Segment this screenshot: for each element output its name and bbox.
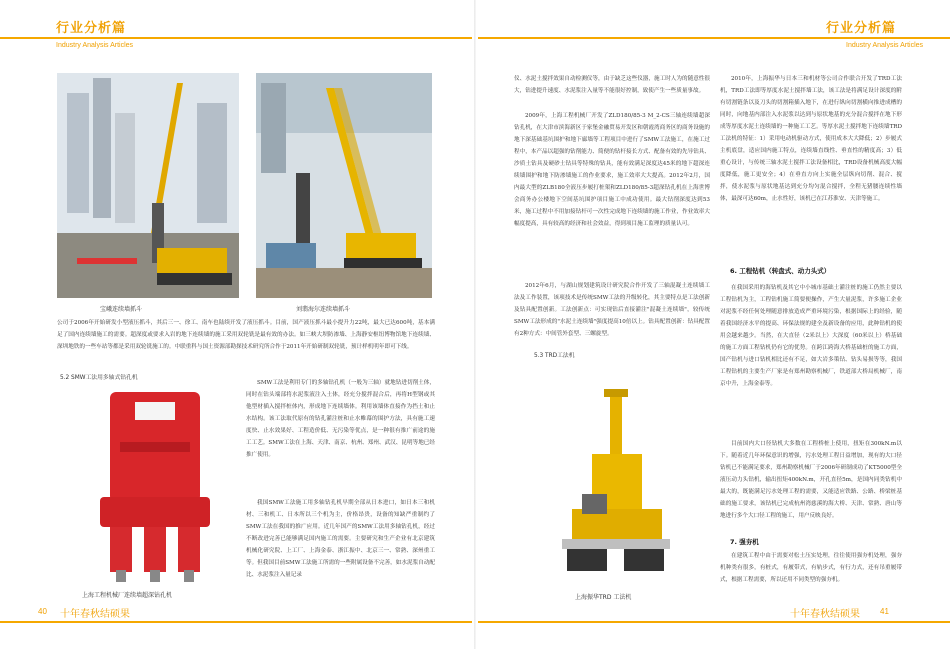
trd-machine-illustration [552, 384, 678, 582]
paragraph: 在建筑工程中由于需要对松土压实处理，往往使用强夯机处理，强夯机种类有很多，有桩式，有履带式，有轨步式，有行力式，还有吊重履带式，根据工程需要，所以还用不同类型的强夯机。 [720, 553, 902, 583]
left-footer-rule [0, 621, 472, 623]
left-intro-text [57, 317, 435, 367]
right-footer-rule [478, 621, 950, 623]
lattice-crane-illustration [256, 73, 432, 298]
paragraph: 2012年6月，与湖山规划建筑设计研究院合作开发了三轴混凝土连续墙工法及工作装置，该项技术是传统SMW工法的升级转化，其主要特点是工法创新及钻具配置创新。工法创新点：可实现钻后直接灌注"混凝土连续墙"，较传统SMW工法形成的"水泥土连续墙"强度提高10倍以上。钻具配置创新：钻具配置有2种方式：中间管外套型、三螺旋型。 [514, 283, 710, 337]
left-header-rule [0, 37, 472, 39]
left-section-subtitle: Industry Analysis Articles [56, 42, 134, 49]
paragraph: 我国SMW工法施工用多轴钻孔机早期全部从日本进口，如日本三和机材、三和机工、日本所以三个机为主，价格昂贵，设备的知缺严重制约了SMW工法在我国的推广应用。近几年国产的SMW工法用多轴钻孔机，经过不断改进完善已能够满足国内施工的需要。主要研究和生产企业有北京建筑机械化研究院、上工厂、上海金泰、浙江振中、北京三一、常熟、深州重工等。但我国目前SMW工法施工所需的一些附属设备不完善，如水泥浆自动配比、水泥浆注入量记录 [246, 500, 435, 578]
grab-crane-photo-left [57, 73, 239, 298]
col4-text-3 [720, 438, 902, 530]
smw-text-block-1 [246, 377, 435, 496]
red-drill-illustration [80, 382, 230, 587]
caption-grab-left: 宝峨连续墙抓斗 [100, 306, 143, 313]
multi-axis-drill-photo [80, 382, 230, 587]
paragraph: 公司于2006年开始研发小型液压抓斗，其后三一、徐工、南车也陆续开发了液压抓斗。目前，国产液压抓斗最小提升力22吨，最大已达600吨，基本满足了国内连续墙施工的需要。超深度或要求入岩的地下连续墙的施工采用双轮铣是最有效的办法。如三峡大坝防渗墙、上海静安枢纽博物馆地下连续墙、深圳地铁的一些车站等都是采用双轮铣施工的。中联重科与国土资源部勘探技术研究所合作于2011年开始研制双轮铣，预计样机明年即可下线。 [57, 320, 435, 350]
right-footer-title: 十年春秋结硕果 [790, 609, 860, 620]
grab-crane-photo-right [256, 73, 432, 298]
right-header-rule [478, 37, 950, 39]
section-6-heading: 6. 工程钻机（转盘式、动力头式） [730, 267, 831, 275]
right-section-subtitle: Industry Analysis Articles [846, 42, 924, 49]
col3-text-3 [514, 280, 710, 344]
paragraph: 在我国采用的海钻机及其它中小城市基础土灌注桩的施工仍然主要以工程钻机为主，工程钻机施工简要便操作，产生大量泥浆，许多施工企业对泥浆不经任何处理随意排放造成严重环境污染，根据国际上的经验，随着我国经济水平的提高、环保法规的建全及新设备的应用，此种钻机的使用会越来越少。当然，在大直径（2米以上）大深度（60米以上）桥基础的施工方面工程钻机仍有它的优势。在跨江跨海大桥基础桩的施工方面，国产钻机与进口钻机相比还有不足，如大岩多策钻、钻头易损等等，我国工程钻机的主要生产厂家是有郑州勘察机械厂，铁道部大桥局机械厂，南京中升，上海金泰等。 [720, 285, 902, 387]
right-page-number: 41 [880, 607, 889, 616]
caption-trd: 上海振华TRD 工法机 [575, 594, 632, 601]
section-5-2-heading: 5.2 SMW工法用多轴式钻孔机 [60, 375, 138, 381]
left-page-number: 40 [38, 607, 47, 616]
grab-crane-illustration [57, 73, 239, 298]
paragraph: 目前国内大口径钻机大多数在工程桥桩上使用，扭矩在300kN.m以下。随着近几年环保意识的增强，污水处理工程日益增加，现有的大口径钻机已不能满足要求，郑州勘察机械厂于2006年研制成功了KT5000型全液压动力头钻机，输出扭矩400kN.m，开孔直径5m，是国内同类钻机中最大的，既能满足污水处理工程的需要，又能适应铁路、公路、桥梁桩基础的施工要求，该钻机已完成杭州湾慈溪的海大桥、天津、常熟、唐山等地进行多个大口径工程的施工，用户反映良好。 [720, 441, 902, 519]
col4-text-1 [720, 73, 902, 251]
section-7-heading: 7. 强夯机 [730, 538, 759, 546]
col4-text-2 [720, 282, 902, 437]
paragraph: 2009年，上海工程机械厂开发了ZLD180/85-3 M_2-CS三轴连续墙超深钻孔机，在大津市滨海新区于家堡金融贸易开发区和朝霞湾商务区的商务设施的地下深基础基坑围护和地下廊墙等工程项目中进行了SMW工法施工，在施工过程中，本产品以超强的钻削能力、简便的钻杆接长方式、配备有效的先导钻具、沙质土钻具及硬砂土钻具等特殊的钻具，能有效满足深度达45米的地下超深连续墙围护和地下防渗墙施工的作业要求，施工效率大大提高。2012年2月，国内最大型的ZLB180全液压步履打桩架和ZLD180/85-3超深钻孔机在上海世博会商务办公楼地下空间基坑围护项目施工中成功使用。最大钻削深度达到53米，施工过程中不用加接钻杆可一次性完成地下连续墙的施工作业，作业效率大幅度提高，具有较高的经济和社会效益，得到项目施工监理的质量认可。 [514, 113, 710, 227]
col3-text-1 [514, 73, 710, 109]
left-footer-title: 十年春秋结硕果 [60, 609, 130, 620]
section-5-3-heading: 5.3 TRD工法机 [534, 353, 575, 359]
page-gutter [474, 0, 476, 649]
paragraph: 仪、水泥土搅拌效果自动检测仪等，由于缺乏这些仪器，施工时人为的随意性很大，钻进提升速度、水泥浆注入量等不能很好控制，致使产生一些质量事故。 [514, 76, 710, 94]
left-section-title: 行业分析篇 [56, 21, 127, 36]
paragraph: 2010年，上海振华与日本三和机材等公司合作联合开发了TRD工法机，TRD工法即等厚度水泥土搅拌墙工法，该工法是将满足设计深度的附有切割链条以及刀头的切割箱插入地下，在进行纵向切割横向推进成槽的同时，向地基内部注入水泥浆以达到与原状地基的充分混合搅拌在地下形成等厚度水泥土连续墙的一种施工工艺。等厚水泥土搅拌地下连续墙TRD工法机的特征：1）采用电动机驱动方式，使用成本大大降低；2）步履式主机底盘，适应国内施工特点，连续墙直线性、垂直性的精度高；3）低重心设计，与传统三轴水泥土搅拌工法设备相比，TRD设备机械高度大幅度降低，施工更安全；4）在垂直方向上实施全层纵向切削、混合、搅拌，使水泥浆与原状地基达到充分均匀混合搅拌，全程无猪腰连续性墙体，最深可达60m，止水性好，该机已在江苏淮安、天津等施工。 [720, 76, 902, 202]
smw-text-block-2 [246, 497, 435, 604]
caption-grab-right: 刘翡海尔连续墙抓斗 [296, 306, 351, 313]
col3-text-2 [514, 110, 710, 277]
col4-text-4 [720, 550, 902, 598]
trd-machine-photo [552, 384, 678, 582]
caption-drill: 上海工程机械厂连续墙超深钻孔机 [82, 592, 173, 599]
right-section-title: 行业分析篇 [826, 21, 897, 36]
paragraph: SMW工法是利用专门的多轴钻孔机（一般为三轴）就地钻进切削土体，同时在钻头端部将水泥浆液注入土体，经充分搅拌混合后，再将H型钢或其他型材插入搅拌桩体内，形成地下连续墙体。利用该墙体直接作为挡土和止水结构。该工法取代原有的钻孔灌注桩和止水帷幕的围护方法，具有施工速度快、止水效果好、工程造价低、无污染等优点，是一种很有推广前途的施工工艺。SMW工法在上海、天津、南京、杭州、郑州、武汉、昆明等地已经推广使用。 [246, 380, 435, 458]
